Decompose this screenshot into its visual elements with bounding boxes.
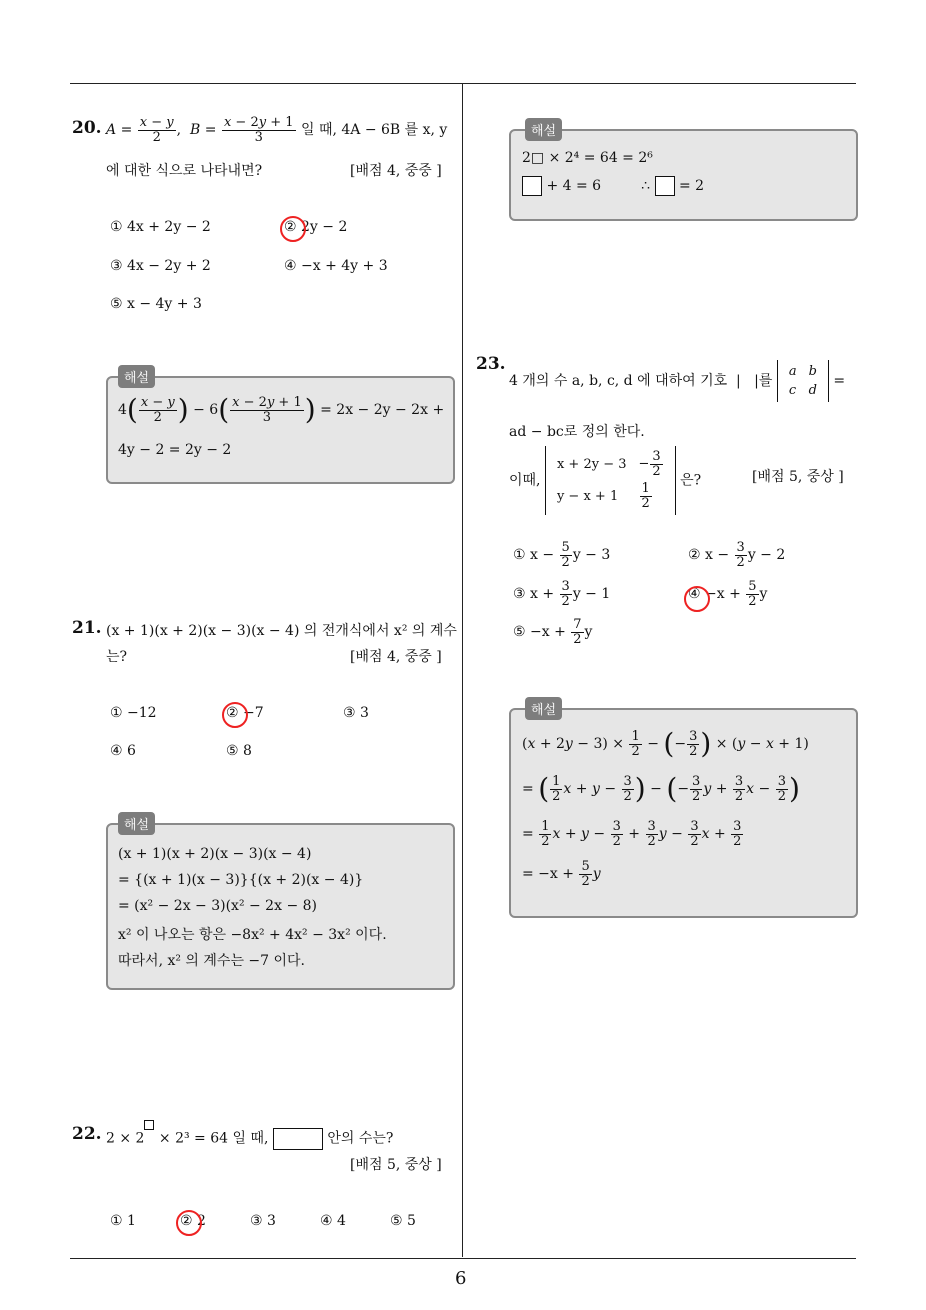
q23-solution-last-start: = −x + (522, 866, 579, 883)
q21-solution-line: 따라서, x² 의 계수는 −7 이다. (118, 953, 306, 969)
q20-choice-4[interactable]: ④ −x + 4y + 3 (284, 258, 388, 274)
q22-line1-end: 안의 수는? (327, 1130, 394, 1147)
q22-choice-1[interactable]: ① 1 (110, 1213, 136, 1229)
q21-line1: (x + 1)(x + 2)(x − 3)(x − 4) 의 전개식에서 x² 의 계수 (106, 623, 457, 639)
q20-answer-circle (280, 216, 306, 242)
q22-line1-mid: × 2³ = 64 일 때, (154, 1130, 269, 1147)
q22-solution-line2 (522, 176, 704, 196)
q23-number: 23. (476, 354, 506, 374)
q22-answer-circle (176, 1210, 202, 1236)
q23-line1-start: 4 개의 수 a, b, c, d 에 대하여 기호 (509, 373, 728, 389)
q23-choice-3[interactable]: ③ x + $\frac{3}{2}$ y − 1 (513, 579, 611, 609)
q23-line3-start: 이때, (509, 472, 541, 489)
q20-solution-box (106, 376, 455, 484)
q23-solution-tag: 해설 (525, 697, 562, 720)
q22-choice-2[interactable]: ② 2 (180, 1213, 206, 1229)
determinant-expression: x + 2y − 3 − $\frac{3}{2}$ y − x + 1 $\frac{1}{2}$ (545, 446, 676, 515)
column-divider (462, 84, 463, 1257)
q23-line2: ad − bc로 정의 한다. (509, 424, 645, 440)
q21-meta: [배점 4, 중중 ] (350, 649, 442, 665)
q22-solution-line2-a: + 4 = 6 (546, 178, 602, 194)
determinant-definition: a b c d (777, 360, 829, 402)
q22-line1-start: 2 × 2 (106, 1130, 145, 1147)
q20-line2: 에 대한 식으로 나타내면? (106, 163, 263, 179)
q23-choice-4[interactable]: ④ −x + $\frac{5}{2}$ y (688, 579, 768, 609)
q20-meta: [배점 4, 중중 ] (350, 163, 442, 179)
q20-line1-end: 일 때, 4A − 6B 를 x, y (300, 122, 448, 139)
q22-choice-3[interactable]: ③ 3 (250, 1213, 276, 1229)
q20-solution-line1-end: = 2x − 2y − 2x + (320, 402, 445, 419)
q21-number: 21. (72, 618, 102, 638)
q20-choice-5[interactable]: ⑤ x − 4y + 3 (110, 296, 202, 312)
q22-solution-tag: 해설 (525, 118, 562, 141)
top-rule (70, 83, 856, 84)
q20-line1: A = $\frac{x - y}{2}$ , B = $\frac{x - 2y + 1}{3}$ 일 때, 4A − 6B 를 x, y (106, 115, 448, 145)
q20-solution-line1: 4( $\frac{x - y}{2}$ ) − 6( $\frac{x - 2y + 1}{3}$ ) = 2x − 2y − 2x + (118, 393, 445, 427)
q23-choice-5[interactable]: ⑤ −x + $\frac{7}{2}$ y (513, 617, 593, 647)
q22-answer-blank (273, 1128, 323, 1150)
q23-meta: [배점 5, 중상 ] (752, 469, 844, 485)
q21-choice-4[interactable]: ④ 6 (110, 743, 136, 759)
q23-solution-line2: = ( $\frac{1}{2}$ x + y − $\frac{3}{2}$ ) − (− $\frac{3}{2}$ y + $\frac{3}{2}$ x − $\frac{3}{2}$ ) (522, 772, 800, 806)
blank-square-icon (522, 176, 542, 196)
q22-solution-box (509, 129, 858, 221)
q20-choice-3[interactable]: ③ 4x − 2y + 2 (110, 258, 211, 274)
q21-choice-2[interactable]: ② −7 (226, 705, 264, 721)
therefore-symbol: ∴ (641, 178, 651, 194)
q21-choice-1[interactable]: ① −12 (110, 705, 157, 721)
q23-answer-circle (684, 586, 710, 612)
q20-choice-2[interactable]: ② 2y − 2 (284, 219, 348, 235)
q21-solution-tag: 해설 (118, 812, 155, 835)
q23-choice-2[interactable]: ② x − $\frac{3}{2}$ y − 2 (688, 540, 786, 570)
q22-choice-5[interactable]: ⑤ 5 (390, 1213, 416, 1229)
q23-choice-1[interactable]: ① x − $\frac{5}{2}$ y − 3 (513, 540, 611, 570)
q22-solution-line1: 2□ × 2⁴ = 64 = 2⁶ (522, 150, 653, 166)
q21-line2: 는? (106, 649, 128, 665)
q23-solution-line1: (x + 2y − 3) × $\frac{1}{2}$ − (− $\frac{3}{2}$ ) × (y − x + 1) (522, 727, 809, 761)
bottom-rule (70, 1258, 856, 1259)
page-number: 6 (455, 1268, 467, 1289)
q20-solution-tag: 해설 (118, 365, 155, 388)
q22-line1 (106, 1126, 393, 1150)
q21-answer-circle (222, 702, 248, 728)
q22-number: 22. (72, 1124, 102, 1144)
q20-number: 20. (72, 118, 102, 138)
blank-square-icon (655, 176, 675, 196)
q21-solution-line: (x + 1)(x + 2)(x − 3)(x − 4) (118, 846, 312, 862)
q23-line3-end: 은? (680, 472, 702, 489)
q22-solution-line2-c: = 2 (678, 178, 705, 194)
q20-solution-line2: 4y − 2 = 2y − 2 (118, 442, 232, 458)
q23-solution-line4: = −x + $\frac{5}{2}$ y (522, 859, 601, 889)
q21-solution-line: = {(x + 1)(x − 3)}{(x + 2)(x − 4)} (118, 872, 364, 888)
q22-choice-4[interactable]: ④ 4 (320, 1213, 346, 1229)
q23-line3 (509, 446, 701, 515)
q20-choice-1[interactable]: ① 4x + 2y − 2 (110, 219, 211, 235)
q21-choice-3[interactable]: ③ 3 (343, 705, 369, 721)
q22-meta: [배점 5, 중상 ] (350, 1157, 442, 1173)
q21-solution-line: = (x² − 2x − 3)(x² − 2x − 8) (118, 898, 317, 914)
q23-line1: 4 개의 수 a, b, c, d 에 대하여 기호 | |를 a b c d = (509, 360, 845, 402)
q21-choice-5[interactable]: ⑤ 8 (226, 743, 252, 759)
q23-solution-line3: = $\frac{1}{2}$ x + y − $\frac{3}{2}$ + $\frac{3}{2}$ y − $\frac{3}{2}$ x + $\frac{3}{2}$ (522, 819, 742, 849)
q23-line1-mid: 를 (758, 373, 773, 389)
q21-solution-line: x² 이 나오는 항은 −8x² + 4x² − 3x² 이다. (118, 927, 387, 943)
